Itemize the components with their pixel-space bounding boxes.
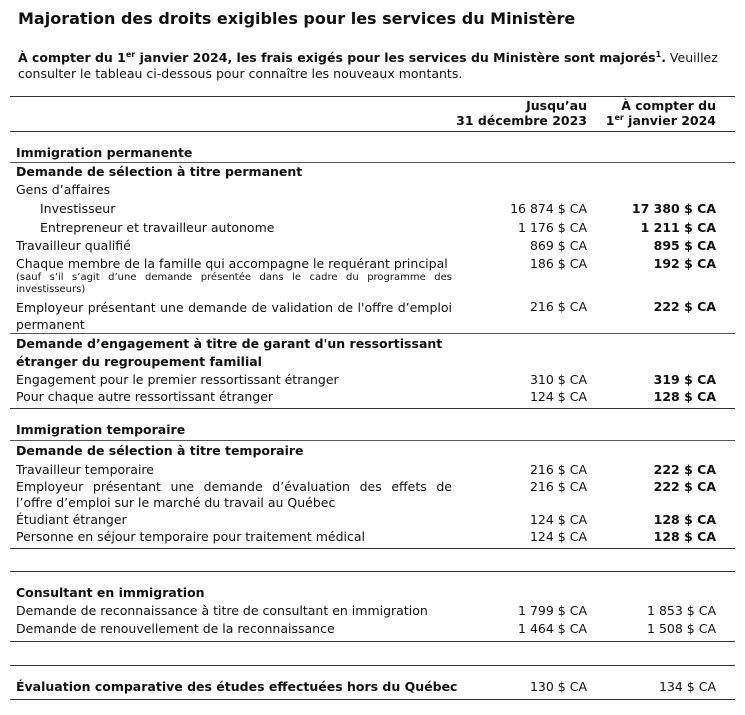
row-value-2023: 124 $ CA [529, 389, 587, 404]
section-divider [10, 548, 735, 549]
row-value-2024: 222 $ CA [653, 479, 716, 494]
intro-rest: Veuillez consulter le tableau ci-dessous pour connaître les nouveaux montants. [18, 50, 718, 81]
section-rule [10, 333, 735, 334]
subheading-engagement: Demande d’engagement à titre de garant d'un ressortissant étranger du regroupement familial [16, 336, 443, 369]
page-title: Majoration des droits exigibles pour les services du Ministère [18, 9, 576, 28]
row-value-2024: 1 853 $ CA [647, 603, 716, 618]
row-label-autre-ressortissant: Pour chaque autre ressortissant étranger [16, 389, 274, 404]
section-divider [10, 408, 735, 409]
row-value-2024: 1 211 $ CA [640, 220, 716, 235]
row-value-2024: 222 $ CA [653, 462, 716, 477]
intro-bold-end: . [661, 50, 666, 65]
col2-line2-post: janvier 2024 [623, 113, 716, 128]
row-value-2023: 1 464 $ CA [518, 621, 587, 636]
intro-footnote-ref: 1 [655, 49, 662, 59]
row-label-etudiant: Étudiant étranger [16, 512, 127, 527]
row-label-reconnaissance: Demande de reconnaissance à titre de consultant en immigration [16, 603, 428, 618]
section-heading-temporaire: Immigration temporaire [16, 422, 186, 437]
row-label-employeur-temporaire: Employeur présentant une demande d’évaluation des effets de l’offre d’emploi sur le marché du travail au Québec [16, 479, 452, 510]
section-rule [10, 440, 735, 441]
intro-bold-sup: er [125, 49, 136, 59]
col2-line2-sup: er [614, 112, 624, 122]
table-top-rule [10, 96, 735, 97]
row-value-2023: 1 799 $ CA [518, 603, 587, 618]
row-label-renouvellement: Demande de renouvellement de la reconnaissance [16, 621, 335, 636]
group-label-affaires: Gens d’affaires [16, 182, 111, 197]
row-label-famille: Chaque membre de la famille qui accompagne le requérant principal [16, 256, 448, 271]
row-value-2024: 222 $ CA [653, 299, 716, 314]
row-value-2024: 128 $ CA [653, 389, 716, 404]
intro-bold-prefix: À compter du 1 [18, 50, 126, 65]
section-heading-permanent: Immigration permanente [16, 145, 193, 160]
row-value-2023: 130 $ CA [529, 679, 587, 694]
intro-bold-middle: janvier 2024, les frais exigés pour les services du Ministère sont majorés [135, 50, 656, 65]
section-divider [10, 665, 735, 666]
row-note-famille: (sauf s’il s’agit d’une demande présentée dans le cadre du programme des investisseurs) [16, 272, 452, 295]
row-label-traitement-medical: Personne en séjour temporaire pour traitement médical [16, 529, 366, 544]
row-value-2023: 16 874 $ CA [510, 201, 587, 216]
section-divider [10, 571, 735, 572]
row-label-investisseur: Investisseur [40, 201, 116, 216]
row-value-2024: 192 $ CA [653, 256, 716, 271]
row-value-2023: 1 176 $ CA [518, 220, 587, 235]
row-value-2024: 134 $ CA [658, 679, 716, 694]
row-value-2023: 216 $ CA [529, 462, 587, 477]
row-value-2023: 216 $ CA [529, 479, 587, 494]
row-value-2023: 124 $ CA [529, 512, 587, 527]
row-value-2023: 124 $ CA [529, 529, 587, 544]
row-value-2023: 186 $ CA [529, 256, 587, 271]
col2-line2-pre: 1 [605, 113, 615, 128]
row-value-2023: 310 $ CA [529, 372, 587, 387]
row-value-2024: 895 $ CA [653, 238, 716, 253]
col1-line1: Jusqu’au [526, 98, 587, 113]
intro-paragraph [18, 50, 733, 82]
column-header-2023 [456, 98, 587, 128]
subheading-selection-permanent: Demande de sélection à titre permanent [16, 164, 303, 179]
row-value-2023: 216 $ CA [529, 299, 587, 314]
row-label-travailleur-temporaire: Travailleur temporaire [16, 462, 154, 477]
subheading-selection-temporaire: Demande de sélection à titre temporaire [16, 443, 304, 458]
row-label-evaluation: Évaluation comparative des études effectuées hors du Québec [16, 679, 458, 694]
col2-line2 [606, 113, 716, 128]
table-bottom-rule [10, 699, 735, 700]
row-value-2024: 17 380 $ CA [631, 201, 716, 216]
row-label-entrepreneur: Entrepreneur et travailleur autonome [40, 220, 275, 235]
row-value-2024: 128 $ CA [653, 529, 716, 544]
col1-line2: 31 décembre 2023 [456, 113, 587, 128]
row-label-qualifie: Travailleur qualifié [16, 238, 131, 253]
row-value-2024: 319 $ CA [653, 372, 716, 387]
section-divider [10, 641, 735, 642]
column-header-2024 [606, 98, 716, 128]
header-bottom-rule [10, 131, 735, 132]
row-value-2024: 128 $ CA [653, 512, 716, 527]
col2-line1: À compter du [621, 98, 716, 113]
section-heading-consultant: Consultant en immigration [16, 585, 205, 600]
row-value-2023: 869 $ CA [529, 238, 587, 253]
row-value-2024: 1 508 $ CA [647, 621, 716, 636]
row-label-engagement: Engagement pour le premier ressortissant étranger [16, 372, 339, 387]
row-label-employeur-permanent: Employeur présentant une demande de validation de l'offre d’emploi permanent [16, 300, 452, 332]
section-rule [10, 162, 735, 163]
